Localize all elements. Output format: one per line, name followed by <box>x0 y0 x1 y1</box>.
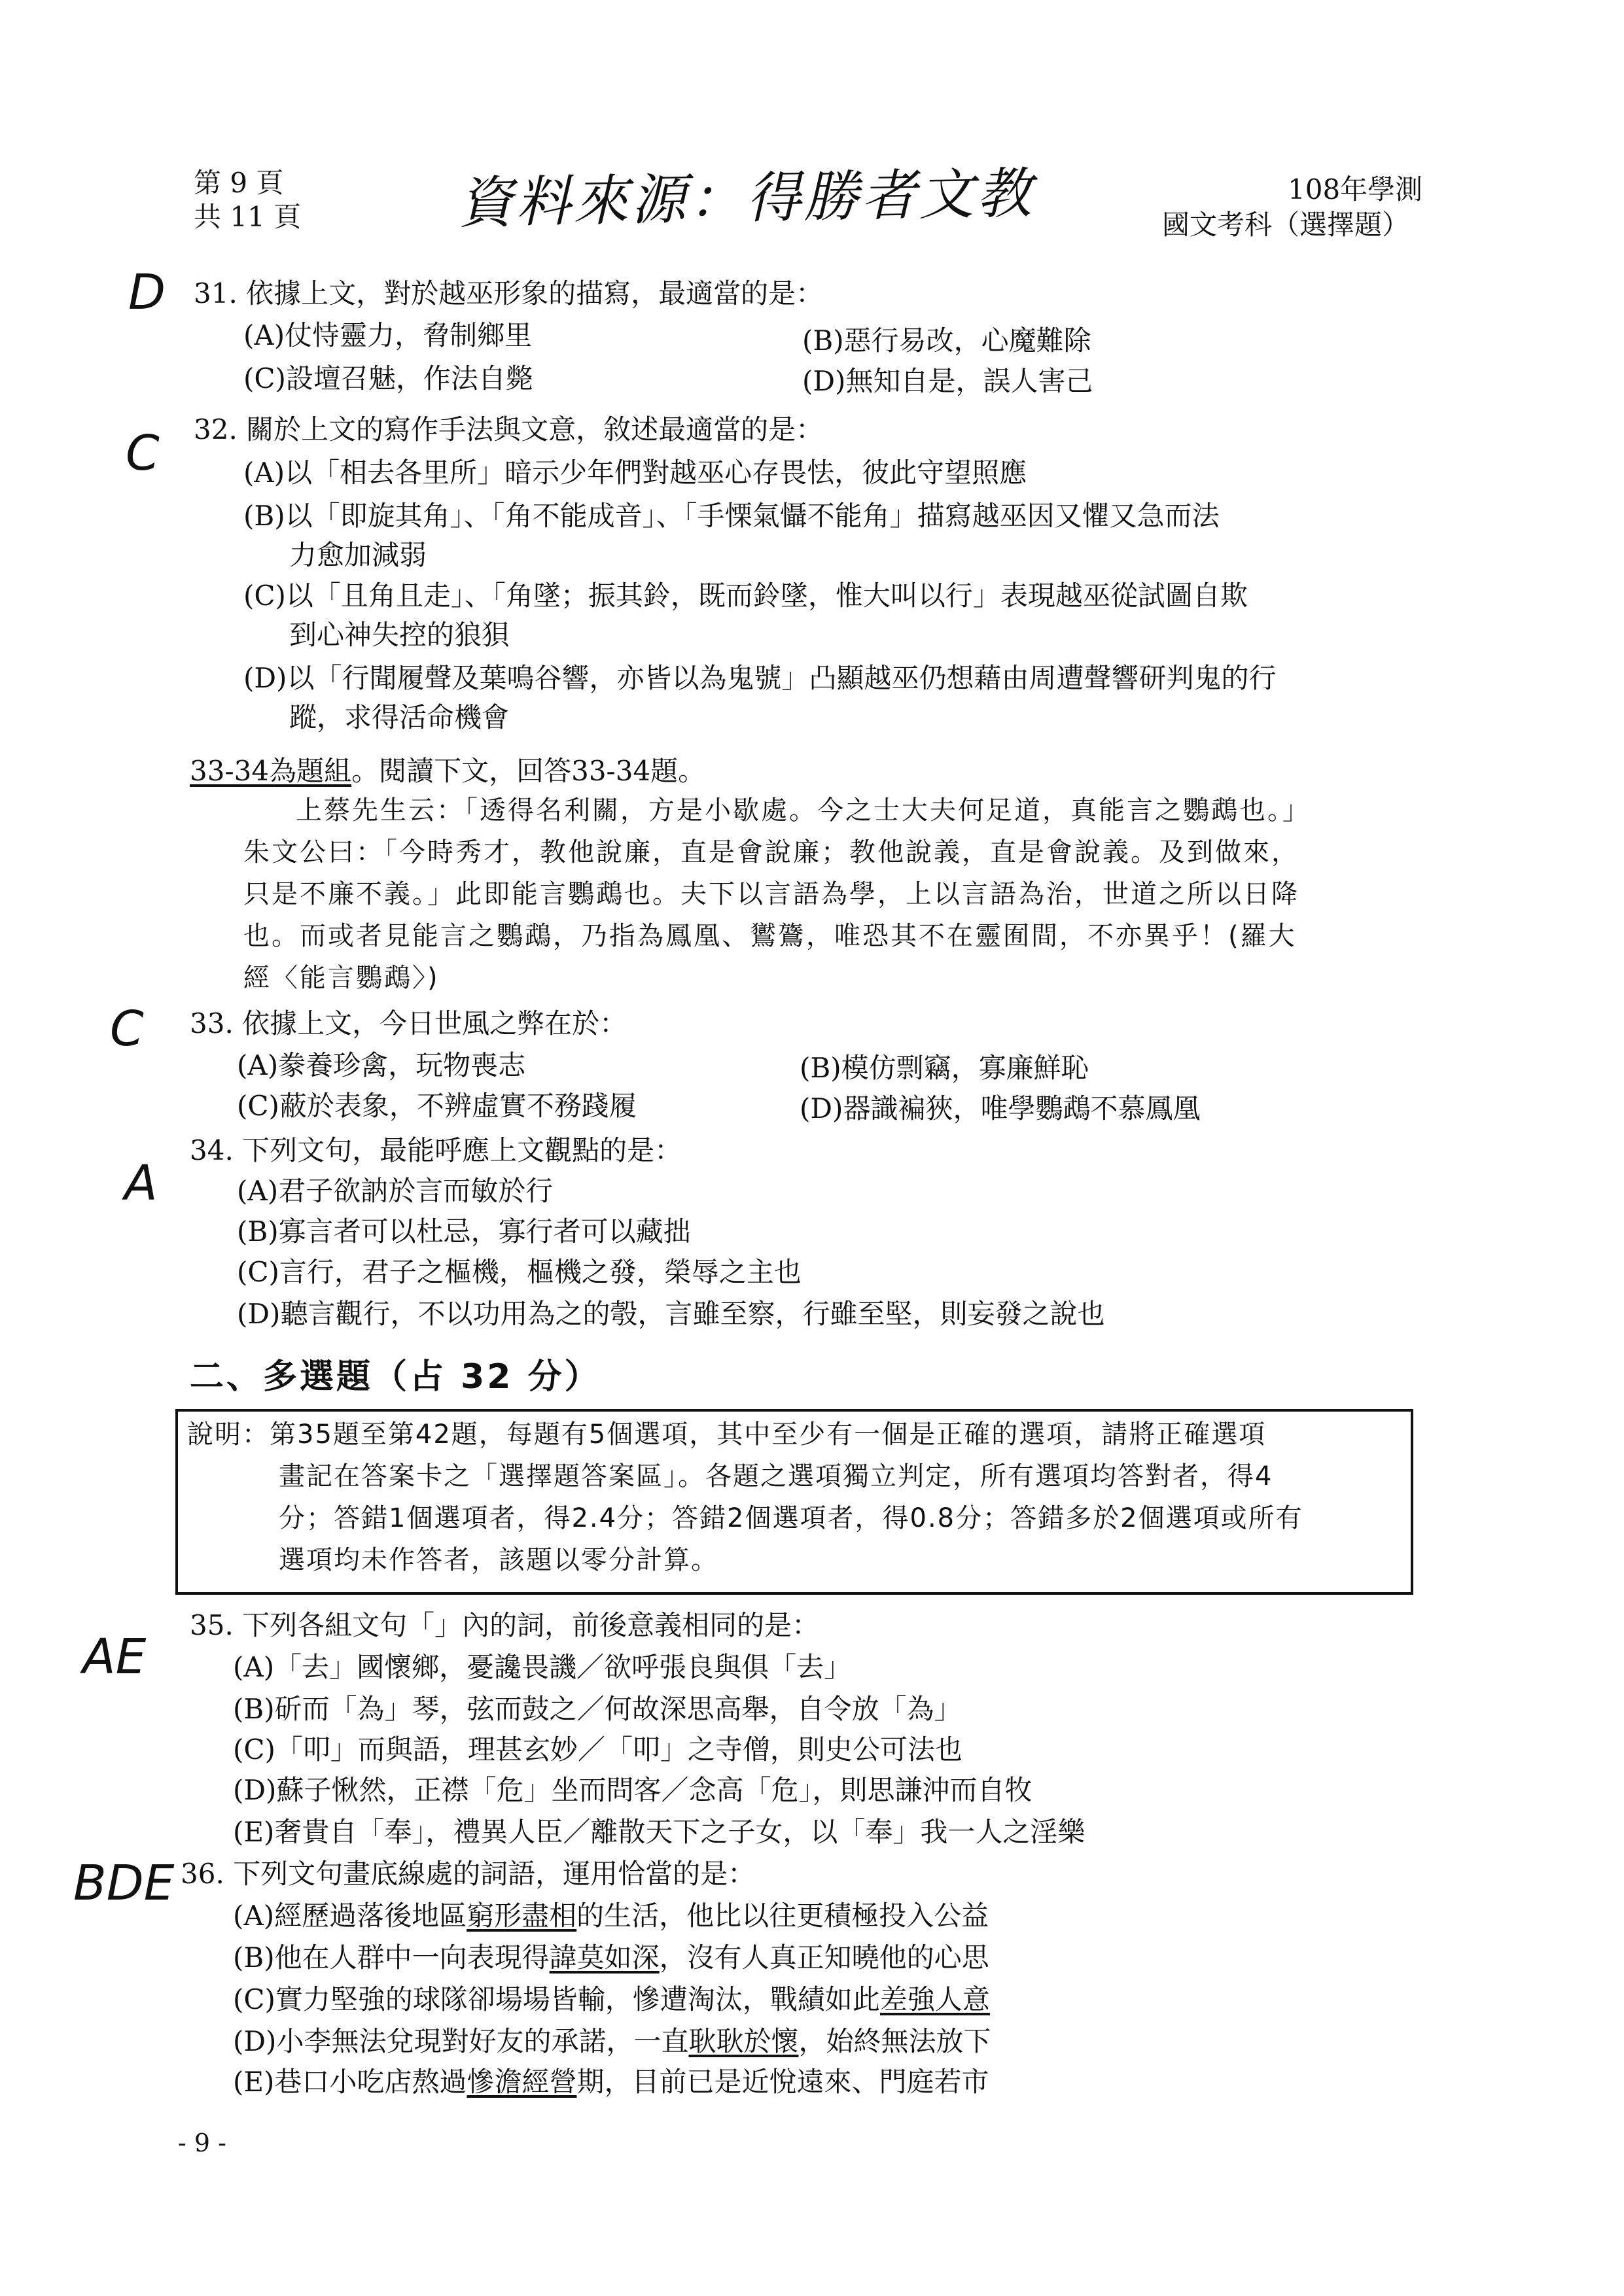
q36-d-underlined-term: 耿耿於懷 <box>688 2025 799 2057</box>
section-title-multiple-choice: 二、多選題（占 32 分） <box>190 1357 601 1397</box>
passage-line-3: 只是不廉不義。」此即能言鸚鵡也。夫下以言語為學，上以言語為治，世道之所以日降 <box>243 879 1299 909</box>
q36-b-text-after: ，沒有人真正知曉他的心思 <box>659 1941 989 1974</box>
q31-option-d: (D)無知自是，誤人害己 <box>802 365 1093 397</box>
question-group-intro <box>190 751 705 791</box>
handwritten-answer-q34: A <box>124 1155 158 1211</box>
question-32-stem: 32. 關於上文的寫作手法與文意，敘述最適當的是： <box>194 413 824 445</box>
instructions-line-1: 說明：第35題至第42題，每題有5個選項，其中至少有一個是正確的選項，請將正確選項 <box>187 1419 1267 1450</box>
q32-option-d: (D)以「行聞履聲及葉鳴谷響，亦皆以為鬼號」凸顯越巫仍想藉由周遭聲響研判鬼的行 <box>243 662 1277 694</box>
q36-c-underlined-term: 差強人意 <box>879 1983 990 2015</box>
q32-option-c-cont: 到心神失控的狼狽 <box>289 619 510 651</box>
q33-option-a: (A)豢養珍禽，玩物喪志 <box>237 1049 526 1081</box>
q36-d-text-after: ，始終無法放下 <box>798 2025 991 2057</box>
question-35-stem: 35. 下列各組文句「」內的詞，前後意義相同的是： <box>190 1609 820 1641</box>
q32-option-b: (B)以「即旋其角」、「角不能成音」、「手慄氣懾不能角」描寫越巫因又懼又急而法 <box>243 500 1220 532</box>
q31-option-a: (A)仗恃靈力，脅制鄉里 <box>243 319 533 351</box>
question-group-label: 33-34為題組 <box>190 755 352 787</box>
passage-line-2: 朱文公曰：「今時秀才，教他說廉，直是會說廉；教他說義，直是會說義。及到做來， <box>243 837 1299 867</box>
passage-line-5: 經〈能言鸚鵡〉) <box>243 963 440 993</box>
q36-d-text-before: (D)小李無法兌現對好友的承諾，一直 <box>233 2025 689 2057</box>
handwritten-answer-q33: C <box>110 1001 144 1057</box>
q34-option-d: (D)聽言觀行，不以功用為之的彀，言雖至察，行雖至堅，則妄發之說也 <box>237 1298 1105 1330</box>
q35-option-d: (D)蘇子愀然，正襟「危」坐而問客／念高「危」，則思謙沖而自牧 <box>233 1774 1033 1806</box>
total-pages-line: 共 11 頁 <box>194 201 302 233</box>
instructions-line-3: 分；答錯1個選項者，得2.4分；答錯2個選項者，得0.8分；答錯多於2個選項或所有 <box>279 1503 1303 1533</box>
exam-subject: 國文考科（選擇題） <box>1162 209 1410 241</box>
q36-a-text-after: 的生活，他比以往更積極投入公益 <box>576 1900 989 1932</box>
q34-option-c: (C)言行，君子之樞機，樞機之發，榮辱之主也 <box>237 1256 802 1288</box>
footer-page-number: - 9 - <box>178 2129 227 2157</box>
q36-e-text-before: (E)巷口小吃店熬過 <box>233 2066 467 2098</box>
q33-option-d: (D)器識褊狹，唯學鸚鵡不慕鳳凰 <box>800 1092 1201 1124</box>
handwritten-source-note: 資料來源：得勝者文教 <box>457 161 1034 235</box>
q36-b-underlined-term: 諱莫如深 <box>549 1941 660 1974</box>
q35-option-a: (A)「去」國懷鄉，憂讒畏譏／欲呼張良與俱「去」 <box>233 1651 852 1683</box>
q35-option-c: (C)「叩」而與語，理甚玄妙／「叩」之寺僧，則史公可法也 <box>233 1733 962 1765</box>
q36-option-a <box>233 1896 989 1936</box>
exam-year: 108年學測 <box>1288 173 1423 205</box>
q35-option-b: (B)斫而「為」琴，弦而鼓之／何故深思高舉，自令放「為」 <box>233 1693 962 1725</box>
q32-option-b-cont: 力愈加減弱 <box>289 539 427 571</box>
q36-option-d <box>233 2021 991 2062</box>
q32-option-a: (A)以「相去各里所」暗示少年們對越巫心存畏怯，彼此守望照應 <box>243 457 1027 489</box>
q34-option-b: (B)寡言者可以杜忌，寡行者可以藏拙 <box>237 1215 691 1247</box>
question-36-stem: 36. 下列文句畫底線處的詞語，運用恰當的是： <box>181 1858 756 1890</box>
q31-option-b: (B)惡行易改，心魔難除 <box>802 324 1091 357</box>
q36-c-text-before: (C)實力堅強的球隊卻場場皆輸，慘遭淘汰，戰績如此 <box>233 1983 880 2015</box>
handwritten-answer-q31: D <box>128 264 166 321</box>
q32-option-d-cont: 蹤，求得活命機會 <box>289 701 510 733</box>
page-number-line: 第 9 頁 <box>194 167 284 199</box>
q34-option-a: (A)君子欲訥於言而敏於行 <box>237 1175 554 1207</box>
q35-option-e: (E)奢貴自「奉」，禮異人臣／離散天下之子女，以「奉」我一人之淫樂 <box>233 1816 1086 1848</box>
q36-e-text-after: 期，目前已是近悅遠來、門庭若市 <box>576 2066 989 2098</box>
instructions-line-2: 畫記在答案卡之「選擇題答案區」。各題之選項獨立判定，所有選項均答對者，得4 <box>279 1461 1273 1491</box>
instructions-line-4: 選項均未作答者，該題以零分計算。 <box>279 1545 718 1575</box>
question-34-stem: 34. 下列文句，最能呼應上文觀點的是： <box>190 1134 682 1166</box>
question-33-stem: 33. 依據上文，今日世風之弊在於： <box>190 1007 627 1039</box>
q33-option-c: (C)蔽於表象，不辨虛實不務踐履 <box>237 1090 637 1122</box>
q33-option-b: (B)模仿剽竊，寡廉鮮恥 <box>800 1052 1089 1084</box>
q36-a-underlined-term: 窮形盡相 <box>467 1900 577 1932</box>
passage-line-1: 上蔡先生云：「透得名利關，方是小歇處。今之士大夫何足道，真能言之鸚鵡也。」 <box>296 795 1311 826</box>
q36-a-text-before: (A)經歷過落後地區 <box>233 1900 467 1932</box>
handwritten-answer-q36: BDE <box>73 1855 175 1911</box>
q36-option-b <box>233 1938 989 1978</box>
question-31-stem: 31. 依據上文，對於越巫形象的描寫，最適當的是： <box>194 277 824 309</box>
handwritten-answer-q32: C <box>126 425 160 481</box>
q31-option-c: (C)設壇召魅，作法自斃 <box>243 362 533 394</box>
q36-e-underlined-term: 慘澹經營 <box>467 2066 577 2098</box>
passage-line-4: 也。而或者見能言之鸚鵡，乃指為鳳凰、鸑鷟，唯恐其不在靈囿間，不亦異乎！(羅大 <box>243 921 1297 951</box>
handwritten-answer-q35: AE <box>82 1629 147 1685</box>
q36-b-text-before: (B)他在人群中一向表現得 <box>233 1941 550 1974</box>
question-group-instruction: 。閱讀下文，回答33-34題。 <box>351 755 706 787</box>
q36-option-e <box>233 2062 989 2102</box>
q32-option-c: (C)以「且角且走」、「角墜；振其鈴，既而鈴墜，惟大叫以行」表現越巫從試圖自欺 <box>243 580 1248 612</box>
q36-option-c <box>233 1979 990 2020</box>
